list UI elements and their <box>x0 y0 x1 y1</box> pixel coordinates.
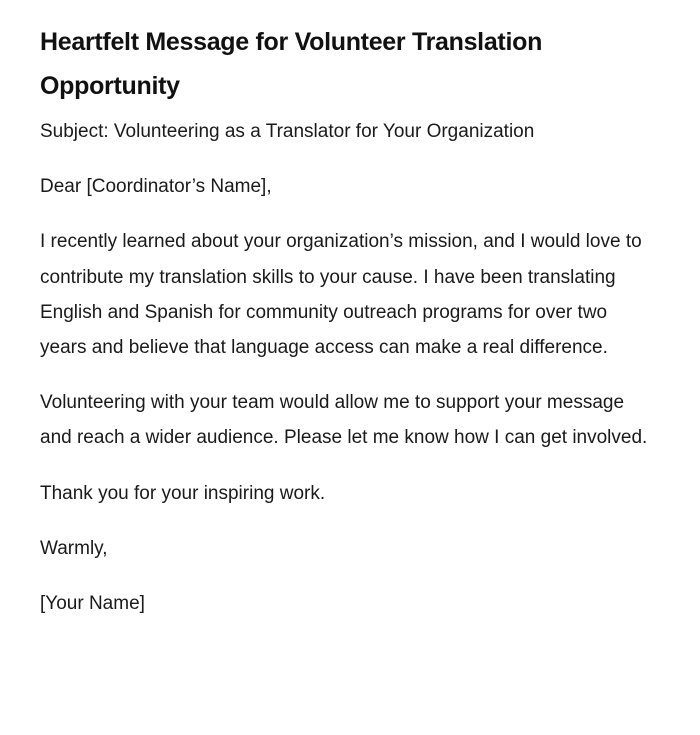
letter-document <box>40 20 650 621</box>
subject-line: Subject: Volunteering as a Translator for Your Organization <box>40 121 535 142</box>
closing-line: Warmly, <box>40 537 108 559</box>
greeting: Dear [Coordinator’s Name], <box>40 176 272 198</box>
body-paragraph-2: Volunteering with your team would allow me to support your message and reach a wider audience. Please let me know how I can get involved. <box>40 392 648 449</box>
signature-placeholder: [Your Name] <box>40 593 145 615</box>
body-paragraph-1: I recently learned about your organization’s mission, and I would love to contribute my translation skills to your cause. I have been translating English and Spanish for community outreach programs for over two years and believe that language access can make a real difference. <box>40 231 642 359</box>
document-title: Heartfelt Message for Volunteer Translation Opportunity <box>40 28 543 100</box>
thanks-line: Thank you for your inspiring work. <box>40 482 326 504</box>
